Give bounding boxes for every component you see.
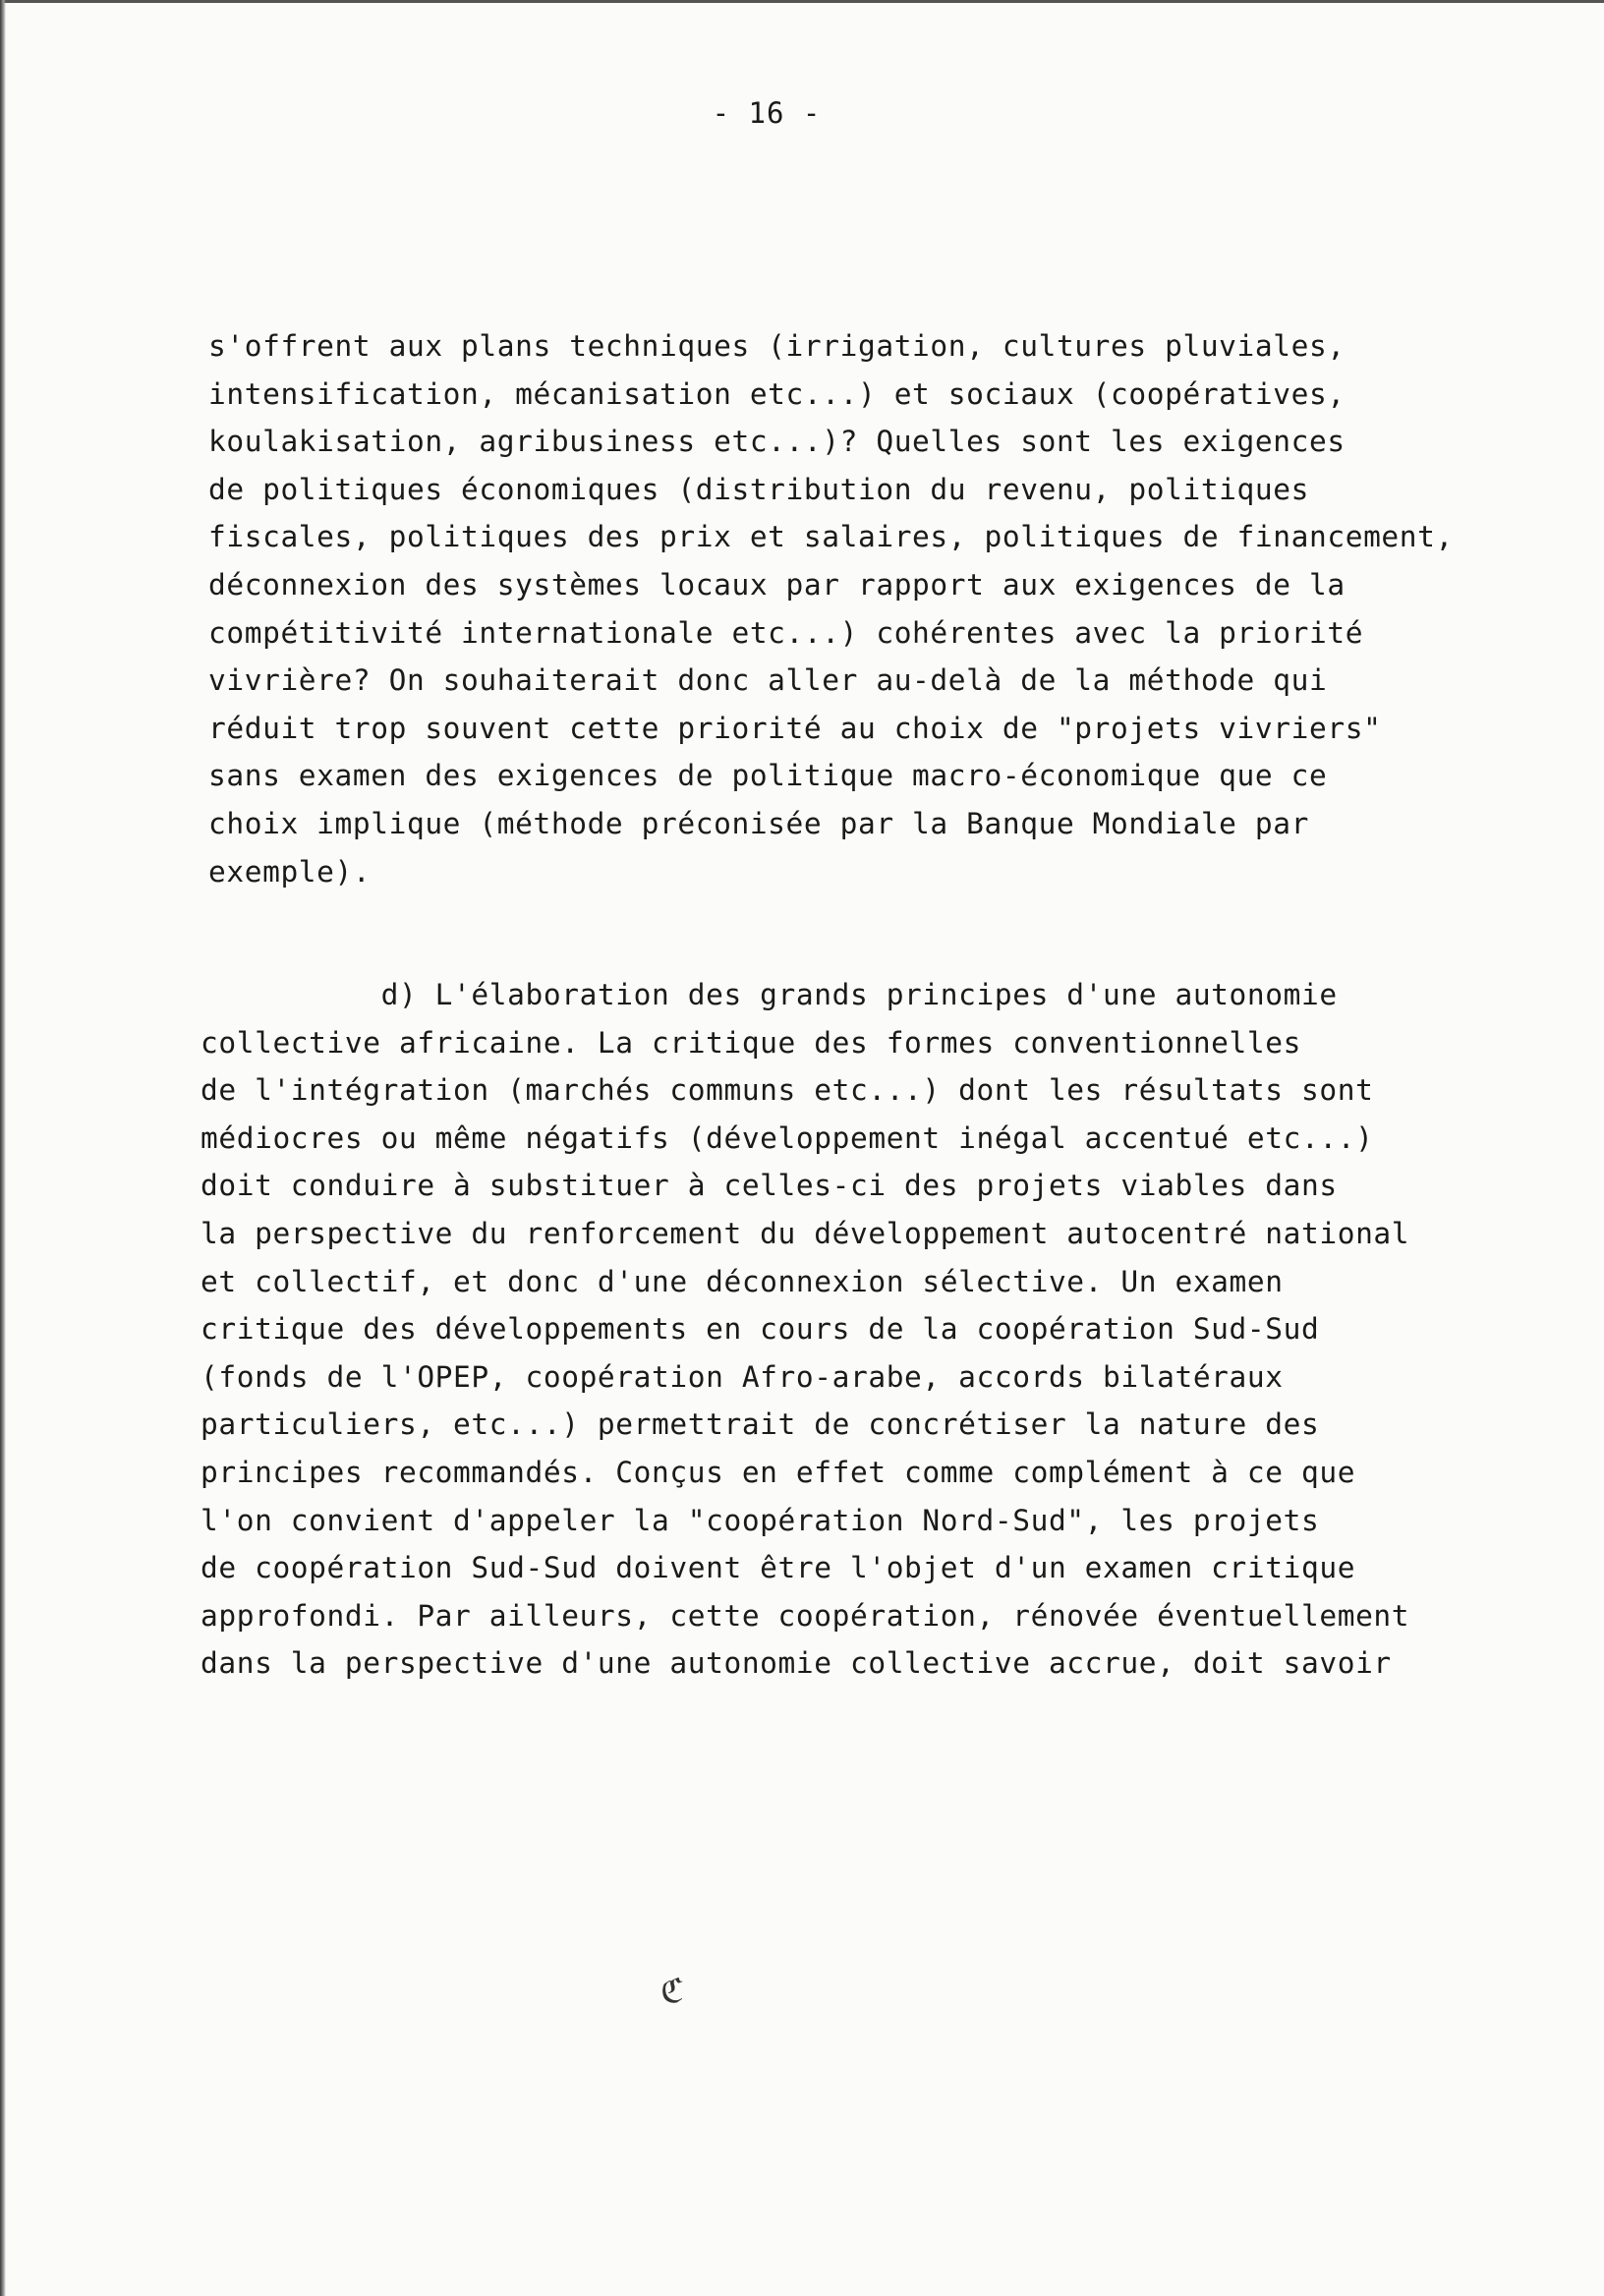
text-line: choix implique (méthode préconisée par la Banque Mondiale par — [208, 806, 1309, 840]
text-line: sans examen des exigences de politique macro-économique que ce — [208, 759, 1328, 793]
text-line: vivrière? On souhaiterait donc aller au-delà de la méthode qui — [208, 663, 1328, 698]
text-line: principes recommandés. Conçus en effet comme complément à ce que — [200, 1455, 1356, 1489]
text-line: de l'intégration (marchés communs etc...) dont les résultats sont — [200, 1073, 1374, 1108]
text-line: médiocres ou même négatifs (développement inégal accentué etc...) — [200, 1120, 1374, 1155]
page-top-edge — [0, 0, 1604, 3]
text-line: particuliers, etc...) permettrait de concrétiser la nature des — [200, 1407, 1320, 1442]
text-line: la perspective du renforcement du développement autocentré national — [200, 1216, 1410, 1250]
text-line: de coopération Sud-Sud doivent être l'objet d'un examen critique — [200, 1551, 1356, 1585]
text-line: réduit trop souvent cette priorité au choix de "projets vivriers" — [208, 711, 1382, 745]
page-number: - 16 - — [712, 96, 822, 130]
text-line: intensification, mécanisation etc...) et sociaux (coopératives, — [208, 376, 1346, 411]
text-line: doit conduire à substituer à celles-ci des projets viables dans — [200, 1169, 1338, 1203]
paragraph-1 — [208, 322, 1565, 895]
text-line: déconnexion des systèmes locaux par rapport aux exigences de la — [208, 567, 1346, 602]
stray-scan-mark: ℭ — [660, 1972, 684, 2011]
text-line: critique des développements en cours de la coopération Sud-Sud — [200, 1312, 1320, 1347]
text-line: l'on convient d'appeler la "coopération Nord-Sud", les projets — [200, 1503, 1320, 1537]
paragraph-2 — [200, 971, 1557, 1688]
text-line: koulakisation, agribusiness etc...)? Quelles sont les exigences — [208, 425, 1346, 459]
text-line: exemple). — [208, 854, 372, 889]
text-line: d) L'élaboration des grands principes d'une autonomie — [200, 978, 1338, 1011]
text-line: (fonds de l'OPEP, coopération Afro-arabe, accords bilatéraux — [200, 1359, 1284, 1394]
text-line: et collectif, et donc d'une déconnexion sélective. Un examen — [200, 1264, 1284, 1298]
text-line: de politiques économiques (distribution du revenu, politiques — [208, 472, 1309, 506]
text-line: collective africaine. La critique des formes conventionnelles — [200, 1025, 1301, 1060]
text-line: fiscales, politiques des prix et salaires, politiques de financement, — [208, 520, 1454, 554]
page-binding-edge — [0, 0, 6, 2296]
text-line: compétitivité internationale etc...) cohérentes avec la priorité — [208, 615, 1364, 650]
text-line: approfondi. Par ailleurs, cette coopération, rénovée éventuellement — [200, 1598, 1410, 1633]
text-line: dans la perspective d'une autonomie collective accrue, doit savoir — [200, 1646, 1392, 1681]
text-line: s'offrent aux plans techniques (irrigation, cultures pluviales, — [208, 329, 1346, 363]
